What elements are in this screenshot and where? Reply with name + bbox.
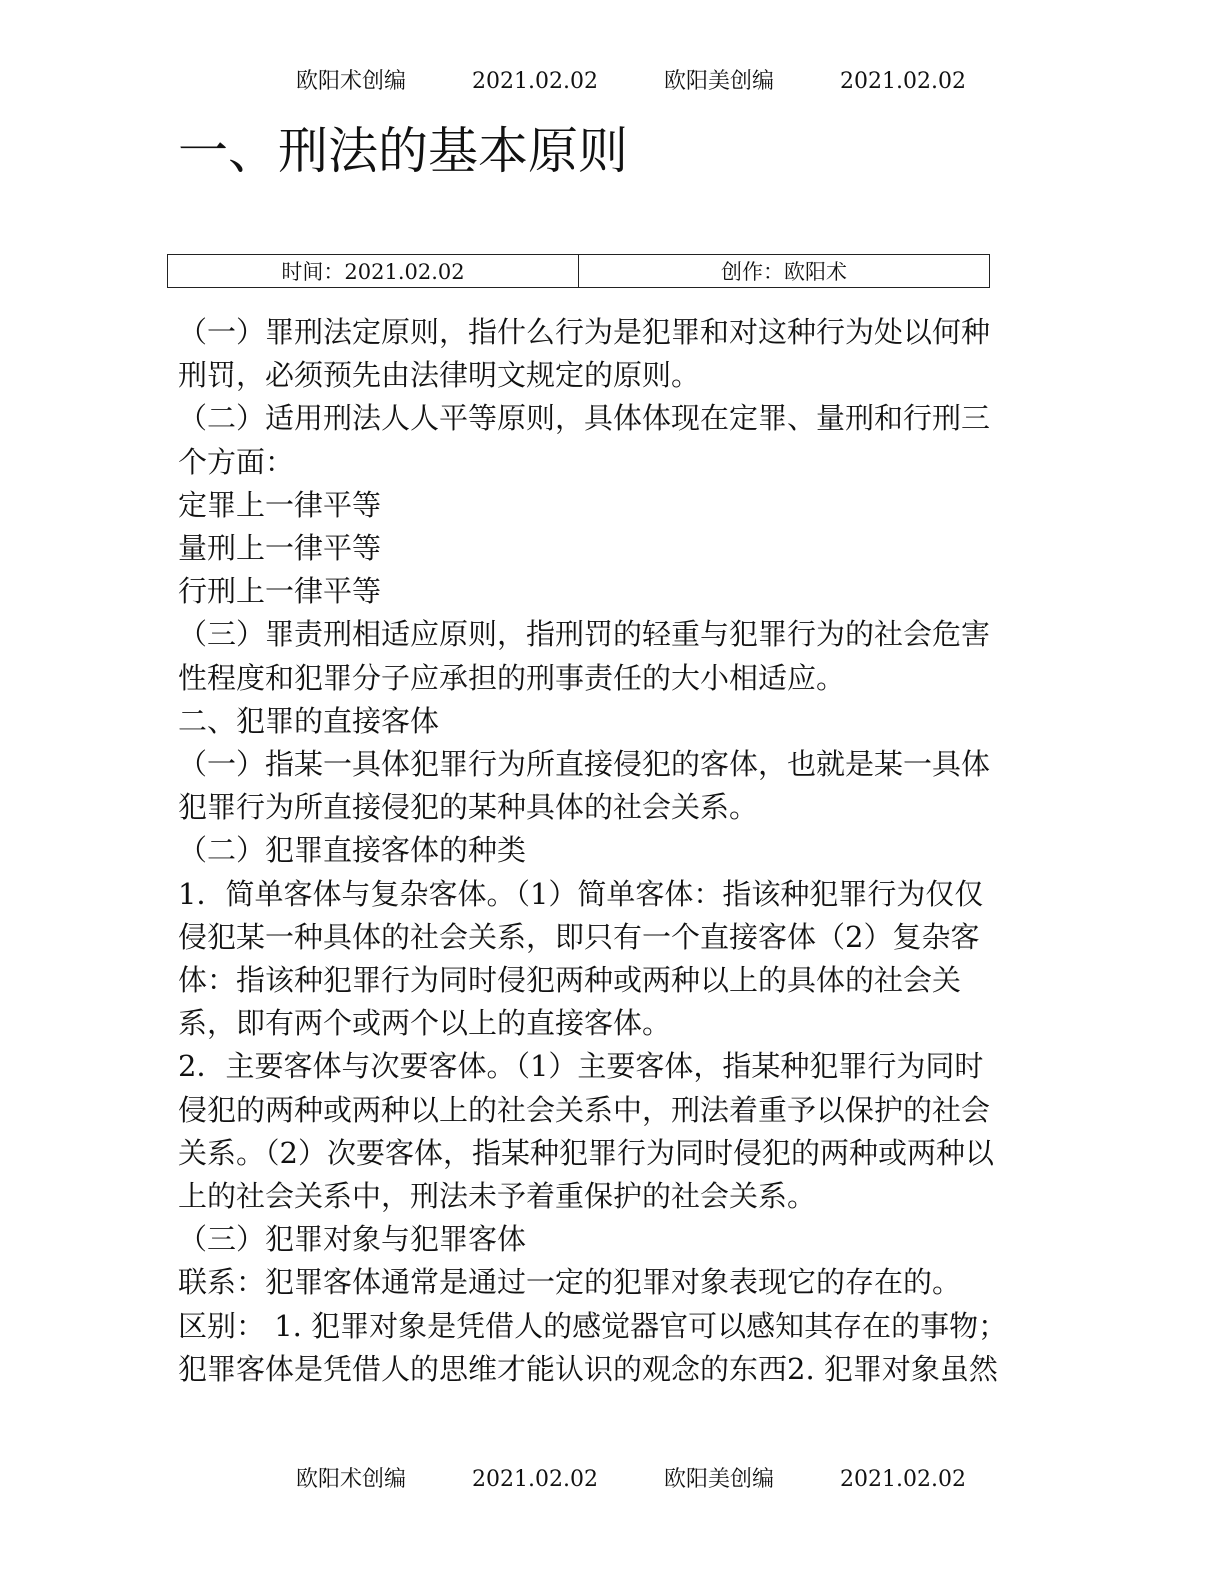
footer-date-1: 2021.02.02 (472, 1467, 598, 1492)
body-line: 犯罪客体是凭借人的思维才能认识的观念的东西2. 犯罪对象虽然 (178, 1351, 998, 1386)
meta-time-cell: 时间：2021.02.02 (168, 255, 579, 288)
body-line: 联系：犯罪客体通常是通过一定的犯罪对象表现它的存在的。 (178, 1265, 962, 1300)
section-heading: 二、犯罪的直接客体 (178, 703, 440, 738)
footer-date-2: 2021.02.02 (840, 1467, 966, 1492)
document-title: 一、刑法的基本原则 (178, 122, 628, 180)
body-line: （一）指某一具体犯罪行为所直接侵犯的客体，也就是某一具体 (178, 747, 991, 782)
body-line: （三）罪责刑相适应原则，指刑罚的轻重与犯罪行为的社会危害 (178, 617, 991, 652)
body-line: 定罪上一律平等 (178, 487, 382, 522)
body-line: （二）犯罪直接客体的种类 (178, 833, 527, 868)
body-line: 个方面： (178, 444, 295, 479)
header-author-2: 欧阳美创编 (664, 69, 775, 94)
body-line: 侵犯的两种或两种以上的社会关系中，刑法着重予以保护的社会 (178, 1092, 991, 1127)
body-line: 2．主要客体与次要客体。（1）主要客体，指某种犯罪行为同时 (178, 1049, 984, 1084)
footer-author-1: 欧阳术创编 (296, 1467, 407, 1492)
body-line: 区别： 1. 犯罪对象是凭借人的感觉器官可以感知其存在的事物； (178, 1308, 1008, 1343)
body-line: （二）适用刑法人人平等原则，具体体现在定罪、量刑和行刑三 (178, 401, 991, 436)
body-line: 行刑上一律平等 (178, 574, 382, 609)
document-body (178, 311, 1048, 1391)
meta-table (167, 254, 990, 288)
body-line: 上的社会关系中，刑法未予着重保护的社会关系。 (178, 1179, 817, 1214)
body-line: 体：指该种犯罪行为同时侵犯两种或两种以上的具体的社会关 (178, 963, 962, 998)
body-line: 犯罪行为所直接侵犯的某种具体的社会关系。 (178, 790, 759, 825)
body-line: 1．简单客体与复杂客体。（1）简单客体：指该种犯罪行为仅仅 (178, 876, 984, 911)
body-line: 系，即有两个或两个以上的直接客体。 (178, 1006, 672, 1041)
body-line: 侵犯某一种具体的社会关系，即只有一个直接客体（2）复杂客 (178, 919, 980, 954)
body-line: （一）罪刑法定原则，指什么行为是犯罪和对这种行为处以何种 (178, 315, 991, 349)
body-line: 刑罚，必须预先由法律明文规定的原则。 (178, 358, 701, 393)
header-date-2: 2021.02.02 (840, 69, 966, 94)
body-line: （三）犯罪对象与犯罪客体 (178, 1222, 527, 1257)
header-author-1: 欧阳术创编 (296, 69, 407, 94)
body-line: 性程度和犯罪分子应承担的刑事责任的大小相适应。 (178, 660, 846, 695)
meta-author-cell: 创作：欧阳术 (579, 255, 990, 288)
body-line: 关系。（2）次要客体，指某种犯罪行为同时侵犯的两种或两种以 (178, 1135, 994, 1170)
footer-author-2: 欧阳美创编 (664, 1467, 775, 1492)
body-line: 量刑上一律平等 (178, 531, 382, 566)
header-date-1: 2021.02.02 (472, 69, 598, 94)
